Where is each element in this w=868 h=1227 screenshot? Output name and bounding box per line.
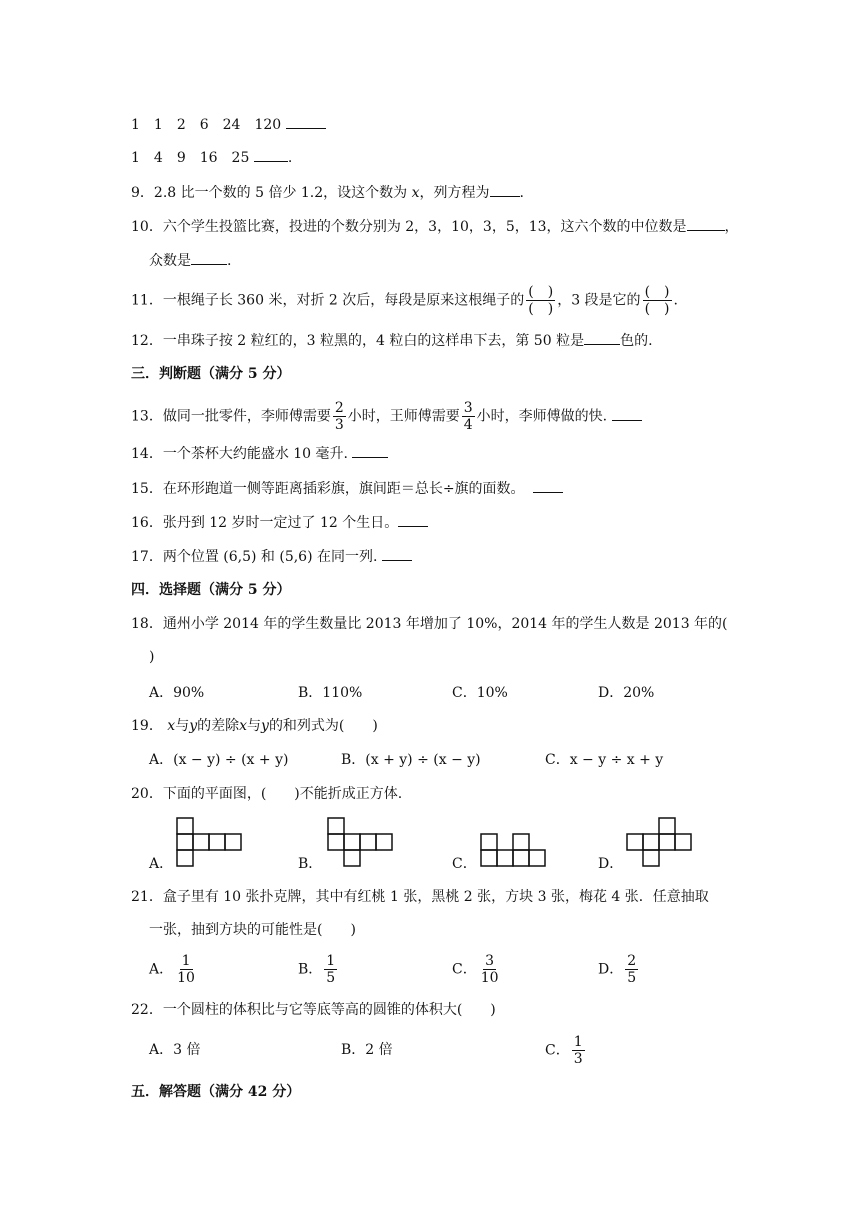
q22-option-b[interactable]: B．2 倍 [341,1042,393,1058]
question-21-line-2: 一张，抽到方块的可能性是( ) [149,922,356,938]
question-14: 14．一个茶杯大约能盛水 10 毫升. [131,443,388,464]
question-18: 18．通州小学 2014 年的学生数量比 2013 年增加了 10%，2014 年的学生人数是 2013 年的( [131,616,728,632]
q10-blank-mode [191,250,227,265]
sequence-2-numbers: 1 4 9 16 25 [131,150,250,166]
q9-blank [490,182,520,197]
section-3-heading: 三．判断题（满分 5 分） [131,366,291,382]
question-16: 16．张丹到 12 岁时一定过了 12 个生日。 [131,512,428,533]
cube-net-d [626,817,694,869]
q20-option-d[interactable]: D． [598,856,624,872]
question-10-line-2: 众数是 . [149,250,231,271]
question-17: 17．两个位置 (6,5) 和 (5,6) 在同一列. [131,546,412,567]
q12-blank [584,330,620,345]
q13-fraction-1: $\frac{2}{3}$ [334,400,344,433]
q18-option-d[interactable]: D．20% [598,685,655,701]
question-9: 9．2.8 比一个数的 5 倍少 1.2，设这个数为 x，列方程为 . [131,182,524,203]
q20-option-b[interactable]: B． [298,856,323,872]
q19-option-c[interactable]: C．x − y ÷ x + y [545,752,664,768]
question-20: 20．下面的平面图，( )不能折成正方体. [131,786,403,802]
sequence-2-blank [254,147,288,162]
sequence-2: 1 4 9 16 25 . [131,147,292,168]
question-13: 13．做同一批零件，李师傅需要 $\frac{2}{3}$ 小时，王师傅需要 $\frac{3}{4}$ 小时，李师傅做的快. [131,400,642,433]
sequence-1-numbers: 1 1 2 6 24 120 [131,117,282,133]
q18-option-a[interactable]: A．90% [149,685,205,701]
question-15: 15．在环形跑道一侧等距离插彩旗，旗间距＝总长÷旗的面数。 [131,478,563,499]
q14-blank [352,443,388,458]
question-10: 10．六个学生投篮比赛，投进的个数分别为 2，3，10，3，5，13，这六个数的中位数是 ， [131,216,739,237]
q19-option-b[interactable]: B．(x + y) ÷ (x − y) [341,752,481,768]
q21-option-c[interactable]: C． $\frac{3}{10}$ [452,953,499,986]
question-12: 12．一串珠子按 2 粒红的，3 粒黑的，4 粒白的这样串下去，第 50 粒是 色的. [131,330,653,351]
q21-option-b[interactable]: B． $\frac{1}{5}$ [298,953,336,986]
section-5-heading: 五．解答题（满分 42 分） [131,1084,301,1100]
sequence-1-blank [286,114,326,129]
sequence-1 [131,114,326,135]
q22-option-a[interactable]: A．3 倍 [149,1042,201,1058]
q21-option-d[interactable]: D． $\frac{2}{5}$ [598,953,637,986]
q13-fraction-2: $\frac{3}{4}$ [463,400,473,433]
q15-blank [533,478,563,493]
q20-option-c[interactable]: C． [452,856,477,872]
question-22: 22．一个圆柱的体积比与它等底等高的圆锥的体积大( ) [131,1002,496,1018]
cube-net-c [480,833,548,869]
question-19: 19． x与y的差除x与y的和列式为( ) [131,718,378,734]
question-18-line-2: ) [149,649,155,665]
cube-net-b [327,817,395,869]
q20-option-a[interactable]: A． [149,856,174,872]
q13-blank [612,406,642,421]
q18-option-c[interactable]: C．10% [452,685,508,701]
question-21: 21．盒子里有 10 张扑克牌，其中有红桃 1 张，黑桃 2 张，方块 3 张，梅花 4 张．任意抽取 [131,889,709,905]
q17-blank [382,546,412,561]
q16-blank [398,512,428,527]
question-11: 11．一根绳子长 360 米，对折 2 次后，每段是原来这根绳子的 $\frac{( )}{( )}$ ，3 段是它的 $\frac{( )}{( )}$ . [131,284,678,317]
cube-net-a [176,817,244,869]
q10-blank-median [687,216,725,231]
q19-option-a[interactable]: A．(x − y) ÷ (x + y) [149,752,289,768]
q21-option-a[interactable]: A． $\frac{1}{10}$ [149,953,195,986]
q11-fraction-1: $\frac{( )}{( )}$ [528,284,554,317]
q11-fraction-2: $\frac{( )}{( )}$ [644,284,670,317]
q18-option-b[interactable]: B．110% [298,685,363,701]
section-4-heading: 四．选择题（满分 5 分） [131,582,291,598]
q22-option-c[interactable]: C． $\frac{1}{3}$ [545,1034,583,1067]
